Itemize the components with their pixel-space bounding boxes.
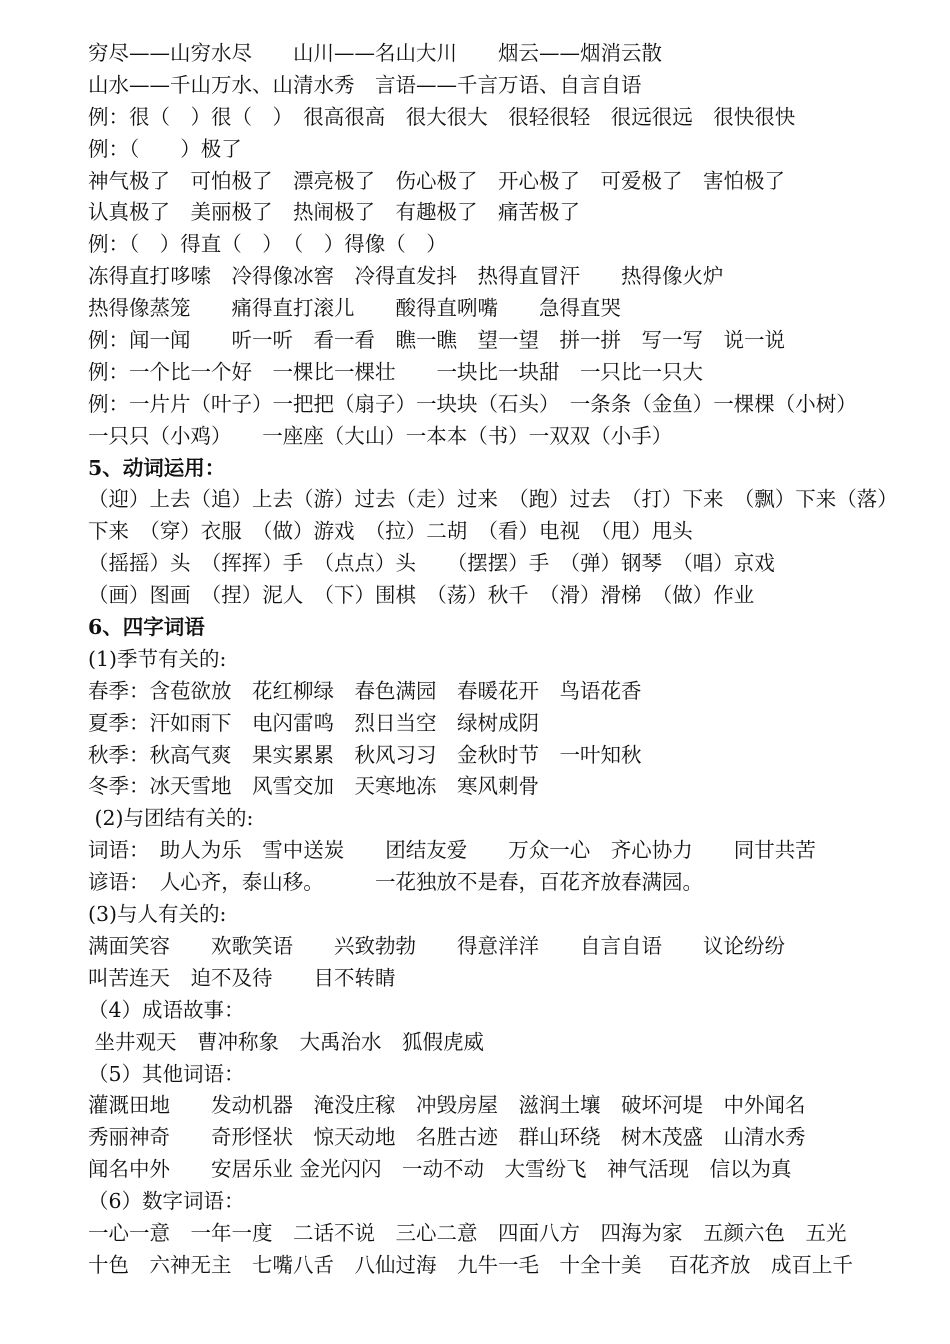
text-line: 坐井观天 曹冲称象 大禹治水 狐假虎威 xyxy=(88,1029,485,1054)
text-line: 谚语： 人心齐，泰山移。 一花独放不是春，百花齐放春满园。 xyxy=(88,870,703,895)
text-line: （画）图画 （捏）泥人 （下）围棋 （荡）秋千 （滑）滑梯 （做）作业 xyxy=(88,583,755,608)
text-line: 夏季：汗如雨下 电闪雷鸣 烈日当空 绿树成阴 xyxy=(88,710,539,735)
text-line: 秀丽神奇 奇形怪状 惊天动地 名胜古迹 群山环绕 树木茂盛 山清水秀 xyxy=(88,1125,806,1150)
text-line: 例：一个比一个好 一棵比一棵壮 一块比一块甜 一只比一只大 xyxy=(88,359,703,384)
text-line: 神气极了 可怕极了 漂亮极了 伤心极了 开心极了 可爱极了 害怕极了 xyxy=(88,168,785,193)
section-heading: 6、四字词语 xyxy=(88,615,205,640)
text-line: 一只只（小鸡） 一座座（大山）一本本（书）一双双（小手） xyxy=(88,423,673,448)
text-line: （4）成语故事： xyxy=(88,997,245,1022)
text-line: 秋季：秋高气爽 果实累累 秋风习习 金秋时节 一叶知秋 xyxy=(88,742,642,767)
text-line: 叫苦连天 迫不及待 目不转睛 xyxy=(88,965,396,990)
text-line: 例：很（ ）很（ ） 很高很高 很大很大 很轻很轻 很远很远 很快很快 xyxy=(88,104,796,129)
text-line: 冬季：冰天雪地 风雪交加 天寒地冻 寒风刺骨 xyxy=(88,774,539,799)
text-line: 例：（ ）得直（ ） （ ）得像（ ） xyxy=(88,232,447,257)
text-line: （迎）上去（追）上去（游）过去（走）过来 （跑）过去 （打）下来 （飘）下来（落） xyxy=(88,487,898,512)
text-line: 下来 （穿）衣服 （做）游戏 （拉）二胡 （看）电视 （甩）甩头 xyxy=(88,519,693,544)
document-body xyxy=(88,38,938,1282)
text-line: （5）其他词语： xyxy=(88,1061,245,1086)
text-line: 穷尽——山穷水尽 山川——名山大川 烟云——烟消云散 xyxy=(88,41,662,65)
text-line: 例：闻一闻 听一听 看一看 瞧一瞧 望一望 拼一拼 写一写 说一说 xyxy=(88,328,785,353)
text-line: 闻名中外 安居乐业 金光闪闪 一动不动 大雪纷飞 神气活现 信以为真 xyxy=(88,1157,792,1182)
text-line: 山水——千山万水、山清水秀 言语——千言万语、自言自语 xyxy=(88,72,642,97)
text-line: 词语： 助人为乐 雪中送炭 团结友爱 万众一心 齐心协力 同甘共苦 xyxy=(88,838,816,863)
text-line: 认真极了 美丽极了 热闹极了 有趣极了 痛苦极了 xyxy=(88,200,580,225)
text-line: 十色 六神无主 七嘴八舌 八仙过海 九牛一毛 十全十美 百花齐放 成百上千 xyxy=(88,1252,854,1277)
text-line: (1)季节有关的: xyxy=(88,646,227,671)
text-line: (3)与人有关的: xyxy=(88,902,227,927)
text-line: （6）数字词语： xyxy=(88,1189,245,1214)
text-line: （摇摇）头 （挥挥）手 （点点）头 （摆摆）手 （弹）钢琴 （唱）京戏 xyxy=(88,551,775,576)
text-line: 冻得直打哆嗦 冷得像冰窖 冷得直发抖 热得直冒汗 热得像火炉 xyxy=(88,264,724,289)
text-line: 满面笑容 欢歌笑语 兴致勃勃 得意洋洋 自言自语 议论纷纷 xyxy=(88,933,785,958)
text-line: 例：一片片（叶子）一把把（扇子）一块块（石头） 一条条（金鱼）一棵棵（小树） xyxy=(88,391,857,416)
text-line: 灌溉田地 发动机器 淹没庄稼 冲毁房屋 滋润土壤 破坏河堤 中外闻名 xyxy=(88,1093,806,1118)
text-line: (2)与团结有关的: xyxy=(88,806,254,831)
text-line: 热得像蒸笼 痛得直打滚儿 酸得直咧嘴 急得直哭 xyxy=(88,296,621,321)
text-line: 春季：含苞欲放 花红柳绿 春色满园 春暖花开 鸟语花香 xyxy=(88,678,642,703)
section-heading: 5、动词运用： xyxy=(88,455,226,480)
text-line: 例：（ ）极了 xyxy=(88,136,242,161)
text-line: 一心一意 一年一度 二话不说 三心二意 四面八方 四海为家 五颜六色 五光 xyxy=(88,1220,847,1245)
